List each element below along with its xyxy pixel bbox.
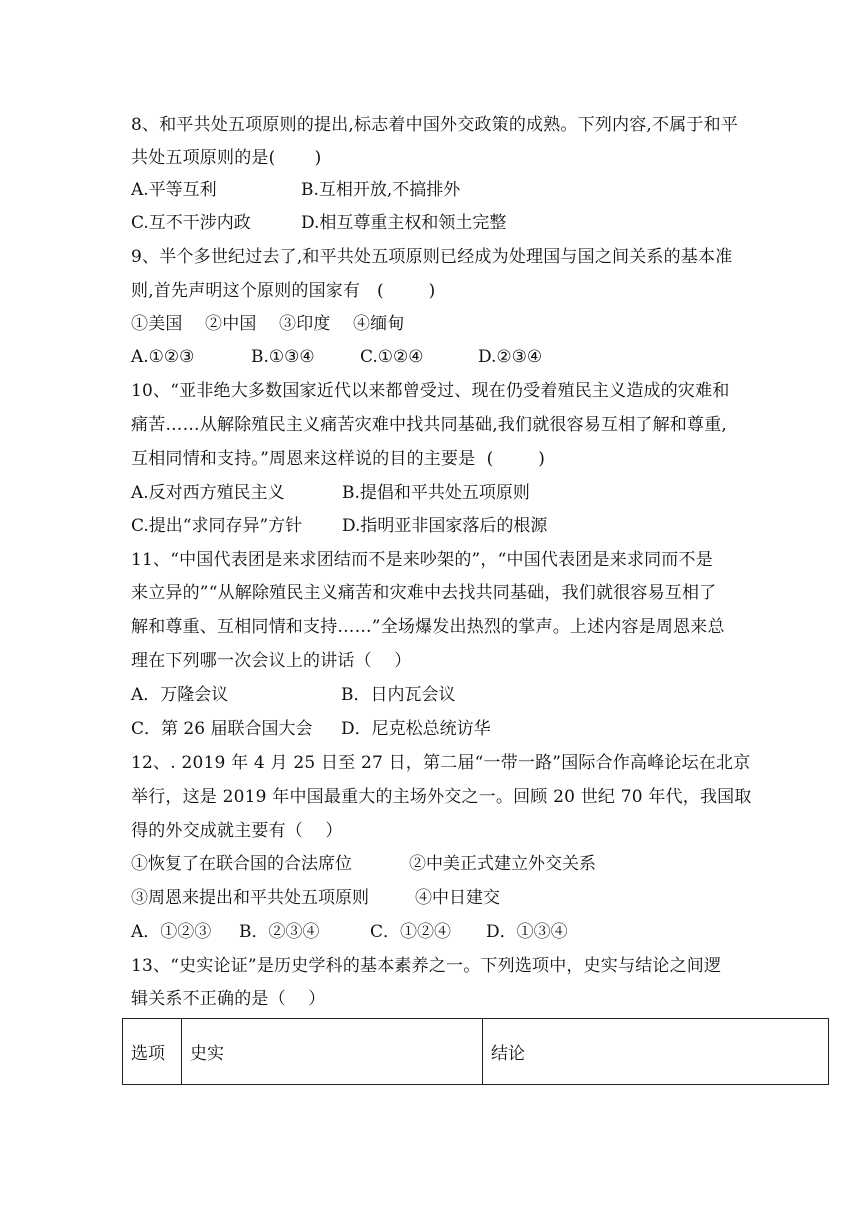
q9-stem-line2: 则,首先声明这个原则的国家有 ( ) bbox=[131, 281, 436, 301]
q11-option-a: A．万隆会议 bbox=[131, 685, 229, 705]
q10-stem-line2: 痛苦……从解除殖民主义痛苦灾难中找共同基础,我们就很容易互相了解和尊重, bbox=[131, 415, 728, 435]
q11-option-d: D．尼克松总统访华 bbox=[341, 719, 491, 739]
q13-stem-line2: 辑关系不正确的是（ ） bbox=[131, 989, 326, 1009]
q10-option-c: C.提出“求同存异”方针 bbox=[131, 516, 303, 536]
table-header-fact: 史实 bbox=[182, 1019, 483, 1085]
q8-stem-line1: 8、和平共处五项原则的提出,标志着中国外交政策的成熟。下列内容,不属于和平 bbox=[131, 115, 739, 135]
q11-stem-line1: 11、“中国代表团是来求团结而不是来吵架的”，“中国代表团是来求同而不是 bbox=[131, 550, 713, 570]
q12-option-d: D．①③④ bbox=[486, 922, 568, 942]
q13-table bbox=[122, 1018, 829, 1085]
q9-option-b: B.①③④ bbox=[251, 347, 315, 367]
q12-option-b: B．②③④ bbox=[239, 922, 320, 942]
q9-option-d: D.②③④ bbox=[478, 347, 543, 367]
q8-option-c: C.互不干涉内政 bbox=[131, 213, 251, 233]
q11-option-b: B．日内瓦会议 bbox=[341, 685, 456, 705]
q8-stem-line2: 共处五项原则的是( ) bbox=[131, 148, 322, 168]
q12-option-c: C．①②④ bbox=[370, 922, 452, 942]
q9-option-a: A.①②③ bbox=[131, 347, 195, 367]
q11-stem-line3: 解和尊重、互相同情和支持……”全场爆发出热烈的掌声。上述内容是周恩来总 bbox=[131, 617, 725, 637]
q12-stem-line1: 12、. 2019 年 4 月 25 日至 27 日，第二届“一带一路”国际合作高峰论坛在北京 bbox=[131, 753, 751, 773]
q12-item-2: ②中美正式建立外交关系 bbox=[409, 854, 596, 874]
q11-stem-line2: 来立异的”“从解除殖民主义痛苦和灾难中去找共同基础，我们就很容易互相了 bbox=[131, 583, 717, 603]
q12-item-3: ③周恩来提出和平共处五项原则 bbox=[131, 888, 369, 908]
q9-stem-line1: 9、半个多世纪过去了,和平共处五项原则已经成为处理国与国之间关系的基本准 bbox=[131, 247, 733, 267]
q8-option-d: D.相互尊重主权和领土完整 bbox=[301, 213, 507, 233]
q12-item-4: ④中日建交 bbox=[415, 888, 500, 908]
table-header-row bbox=[123, 1019, 829, 1085]
table-header-option: 选项 bbox=[123, 1019, 182, 1085]
q10-stem-line3: 互相同情和支持。”周恩来这样说的目的主要是 ( ) bbox=[131, 449, 546, 469]
q11-option-c: C．第 26 届联合国大会 bbox=[131, 719, 313, 739]
q10-option-a: A.反对西方殖民主义 bbox=[131, 483, 285, 503]
q8-option-b: B.互相开放,不搞排外 bbox=[301, 180, 461, 200]
q9-items: ①美国 ②中国 ③印度 ④缅甸 bbox=[131, 314, 405, 334]
q10-option-d: D.指明亚非国家落后的根源 bbox=[342, 516, 548, 536]
q10-stem-line1: 10、“亚非绝大多数国家近代以来都曾受过、现在仍受着殖民主义造成的灾难和 bbox=[131, 381, 730, 401]
q9-option-c: C.①②④ bbox=[360, 347, 424, 367]
q12-item-1: ①恢复了在联合国的合法席位 bbox=[131, 854, 352, 874]
q12-stem-line3: 得的外交成就主要有（ ） bbox=[131, 821, 343, 841]
q8-option-a: A.平等互利 bbox=[131, 180, 217, 200]
q12-option-a: A．①②③ bbox=[131, 922, 212, 942]
table-header-conclusion: 结论 bbox=[483, 1019, 829, 1085]
q13-stem-line1: 13、“史实论证”是历史学科的基本素养之一。下列选项中，史实与结论之间逻 bbox=[131, 956, 722, 976]
q10-option-b: B.提倡和平共处五项原则 bbox=[342, 483, 530, 503]
q12-stem-line2: 举行，这是 2019 年中国最重大的主场外交之一。回顾 20 世纪 70 年代，我国取 bbox=[131, 787, 752, 807]
q11-stem-line4: 理在下列哪一次会议上的讲话（ ） bbox=[131, 651, 412, 671]
